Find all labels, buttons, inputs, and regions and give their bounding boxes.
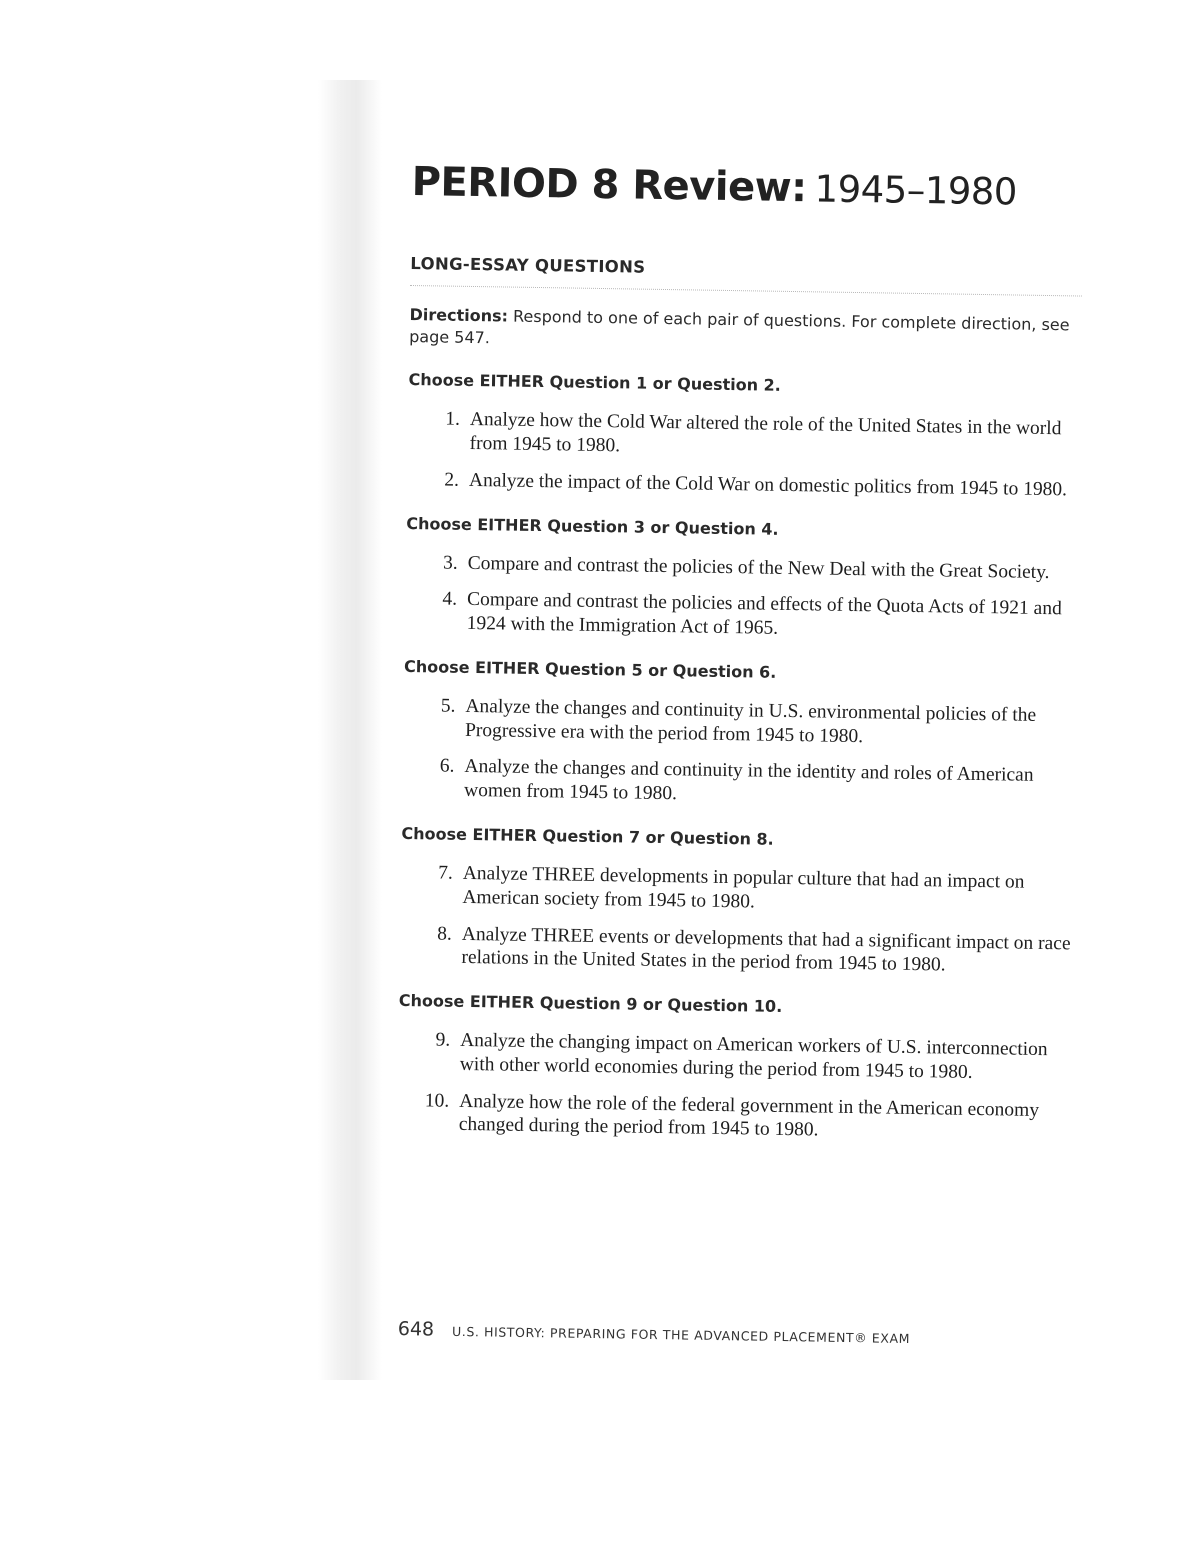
question-item — [403, 694, 1076, 752]
question-text: Analyze THREE developments in popular culture that had an impact on American society from 1945 to 1980. — [462, 862, 1025, 913]
directions-label: Directions: — [409, 304, 509, 326]
title-years: 1945–1980 — [814, 167, 1018, 214]
question-item — [407, 468, 1079, 502]
question-item — [399, 921, 1072, 979]
question-group-2 — [405, 513, 1079, 645]
question-item — [402, 754, 1075, 812]
binding-shadow — [318, 80, 382, 1380]
question-text: Analyze the changes and continuity in U.S. environmental policies of the Progressive era with the period from 1945 to 1980. — [464, 695, 1037, 747]
page-number: 648 — [397, 1318, 435, 1341]
question-text: Analyze how the Cold War altered the role of the United States in the world from 1945 to 1980. — [469, 409, 1062, 457]
question-number: 10. — [424, 1089, 450, 1112]
question-item — [405, 550, 1077, 584]
question-group-1 — [407, 370, 1081, 502]
question-group-3 — [402, 657, 1076, 813]
choose-instruction: Choose EITHER Question 5 or Question 6. — [403, 656, 777, 682]
question-text: Analyze THREE events or developments that had a significant impact on race relations in the United States in the period from 1945 to 1980. — [461, 923, 1071, 976]
choose-instruction: Choose EITHER Question 9 or Question 10. — [398, 990, 783, 1017]
question-item — [407, 407, 1080, 465]
question-text: Analyze the impact of the Cold War on domestic politics from 1945 to 1980. — [468, 469, 1068, 501]
directions — [409, 304, 1082, 359]
page-content — [396, 160, 1083, 1160]
question-item — [398, 1028, 1071, 1086]
question-item — [400, 861, 1073, 919]
question-number: 3. — [442, 552, 458, 574]
question-number: 2. — [444, 469, 460, 491]
question-item — [405, 587, 1078, 645]
question-text: Analyze how the role of the federal government in the American economy changed during the period from 1945 to 1980. — [458, 1090, 1040, 1141]
page-footer — [398, 1318, 911, 1348]
title-period: PERIOD 8 Review: — [411, 159, 807, 212]
choose-instruction: Choose EITHER Question 7 or Question 8. — [401, 823, 774, 849]
question-number: 7. — [438, 862, 453, 884]
question-text: Analyze the changing impact on American workers of U.S. interconnection with other world economies during the period from 1945 to 1980. — [459, 1029, 1048, 1083]
choose-instruction: Choose EITHER Question 1 or Question 2. — [408, 370, 781, 395]
question-text: Compare and contrast the policies of the New Deal with the Great Society. — [467, 552, 1050, 583]
directions-text: Respond to one of each pair of questions. For complete direction, see page 547. — [409, 306, 1070, 348]
question-text: Analyze the changes and continuity in the identity and roles of American women from 1945 to 1980. — [463, 756, 1034, 805]
question-number: 6. — [439, 755, 455, 778]
question-group-4 — [399, 824, 1073, 980]
book-title: U.S. HISTORY: PREPARING FOR THE ADVANCED PLACEMENT® EXAM — [451, 1323, 911, 1347]
question-number: 9. — [435, 1029, 451, 1051]
section-heading: LONG-ESSAY QUESTIONS — [410, 254, 1082, 297]
question-item — [397, 1089, 1070, 1147]
question-number: 1. — [445, 408, 461, 430]
question-number: 5. — [440, 695, 456, 717]
question-number: 8. — [437, 923, 453, 945]
choose-instruction: Choose EITHER Question 3 or Question 4. — [406, 513, 779, 539]
question-text: Compare and contrast the policies and effects of the Quota Acts of 1921 and 1924 with the Immigration Act of 1965. — [466, 589, 1062, 639]
question-number: 4. — [442, 588, 458, 611]
question-group-5 — [397, 991, 1071, 1147]
page-title — [411, 160, 1084, 215]
